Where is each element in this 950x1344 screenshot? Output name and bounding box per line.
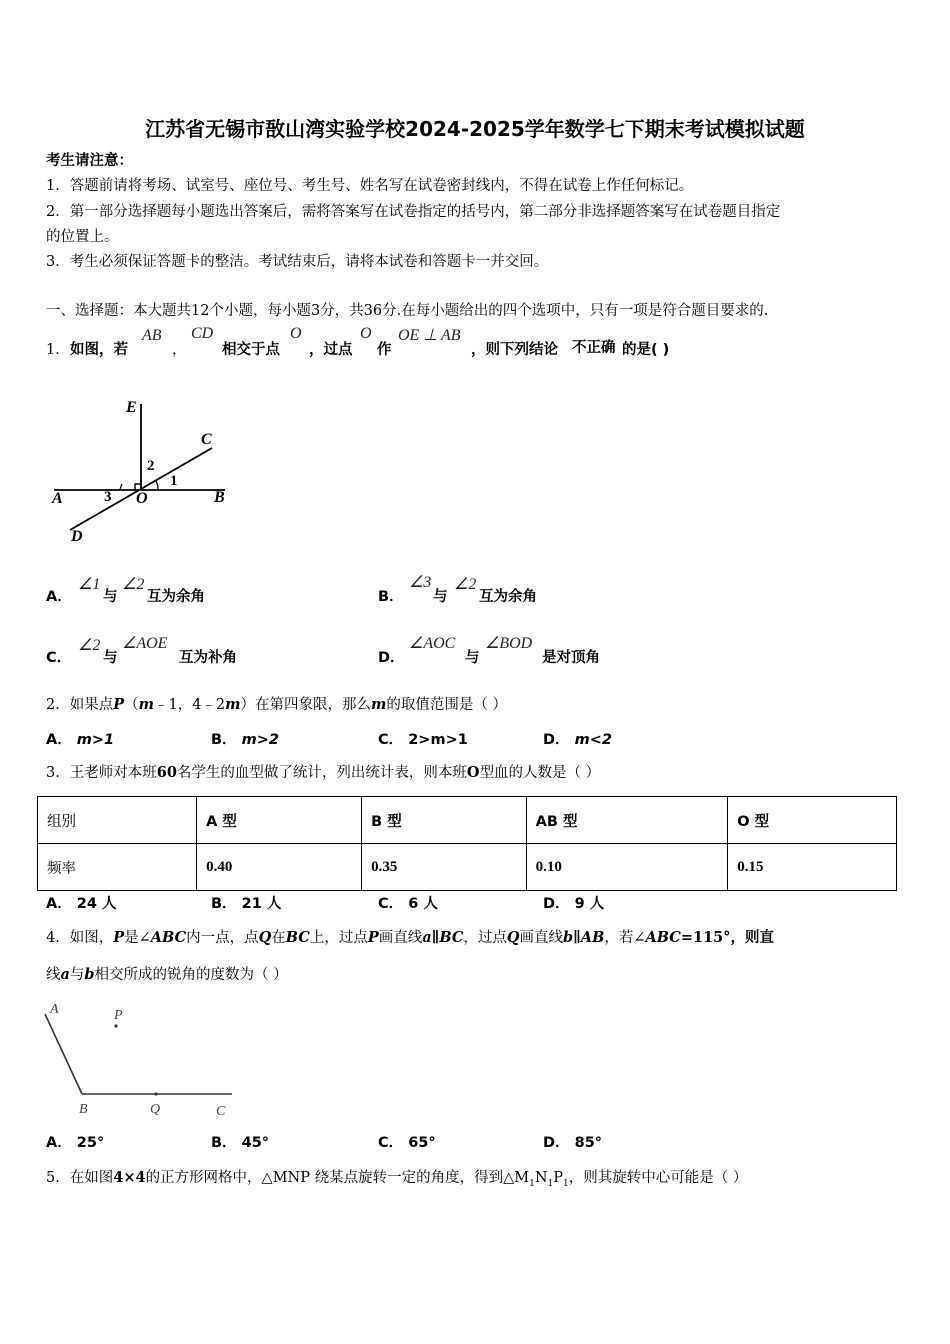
option-label: D． [543,896,570,912]
exam-title: 江苏省无锡市敔山湾实验学校2024-2025学年数学七下期末考试模拟试题 [145,117,805,141]
q4-text: 如图， [69,930,114,946]
q1-text-3: ，过点 [309,342,353,358]
option-label: D． [543,732,570,748]
option-text: 互为余角 [479,589,537,605]
option-value: 2>m>1 [408,732,468,748]
option-value: m>2 [241,732,279,748]
q1-text-6: 的是( ) [622,342,670,358]
q5-text: 在如图 [69,1170,114,1186]
q2-point: P [113,696,125,713]
angle-1-arc [156,481,158,490]
ray-ba [45,1014,82,1094]
table-row [38,844,897,891]
label-a: A [52,490,63,507]
option-label: D． [378,650,405,666]
q3-option-d[interactable] [543,894,604,914]
q4-var: Q [506,929,520,946]
option-math: ∠AOE [122,635,168,652]
option-math: ∠3 [409,574,432,591]
option-label: B． [211,732,237,748]
q1-emphasis: 不正确 [572,340,616,356]
option-value: 85° [574,1135,603,1151]
option-value: 45° [241,1135,270,1151]
label-c: C [201,431,212,448]
q1-text-2: 相交于点 [222,342,280,358]
table-cell: 0.35 [362,844,526,891]
q1-figure [40,390,260,550]
q4-var: BC [285,929,310,946]
q4-text: 画直线 [519,930,564,946]
q4-var: Q [258,929,272,946]
q4-option-d[interactable] [543,1133,602,1153]
table-cell: 0.40 [197,844,362,891]
table-cell: AB 型 [526,797,728,844]
table-cell: A 型 [197,797,362,844]
point-q [154,1092,157,1095]
option-value: 9 人 [574,896,605,912]
option-value: 21 人 [241,896,282,912]
label-a: A [50,1002,59,1017]
q4-figure [38,996,248,1126]
q4-var: ABC [645,929,681,946]
q4-option-c[interactable] [378,1133,436,1153]
table-cell: O 型 [728,797,897,844]
q5-grid: 4×4 [113,1169,146,1186]
q3-type: O [466,764,480,781]
q1-number: 1． [46,342,70,358]
label-p: P [114,1008,123,1023]
table-cell: B 型 [362,797,526,844]
q2-number: 2． [46,697,70,713]
option-value: m<2 [574,732,612,748]
option-text: 与 [433,589,448,605]
option-math: ∠2 [78,637,101,654]
q3-option-b[interactable] [211,894,281,914]
q2-option-c[interactable] [378,730,468,750]
q3-number: 3． [46,765,70,781]
option-label: B． [378,589,404,605]
q3-count: 60 [156,764,177,781]
q4-text: 上，过点 [309,930,368,946]
notice-item-3: 3．考生必须保证答题卡的整洁。考试结束后，请将本试卷和答题卡一并交回。 [46,254,549,270]
q1-sep: ， [172,342,187,358]
q2-option-b[interactable] [211,730,279,750]
label-angle-1: 1 [170,473,178,489]
q4-option-b[interactable] [211,1133,269,1153]
label-angle-3: 3 [104,489,112,505]
q4-number: 4． [46,930,70,946]
q4-var: a [60,966,70,983]
option-value: 65° [408,1135,436,1151]
option-text: 是对顶角 [542,650,600,666]
q1-math-ab: AB [142,327,162,344]
q2-var: m [371,696,387,713]
question-4-stem-line-1 [46,928,774,948]
q5-text: N [534,1170,548,1186]
label-o: O [136,490,148,507]
q5-text: 的正方形网格中，△MNP 绕某点旋转一定的角度，得到△M [145,1170,530,1186]
q4-var: ABC [150,929,187,946]
point-p [114,1024,117,1027]
option-text: 与 [103,589,118,605]
notice-item-2-cont: 的位置上。 [46,229,119,245]
q3-text: 型血的人数是（ ） [479,765,601,781]
table-cell: 0.15 [728,844,897,891]
q1-math-o: O [290,325,302,342]
option-label: B． [211,896,237,912]
q4-text: 线 [46,967,61,983]
q1-text: 如图，若 [70,342,128,358]
q5-sub: 1 [529,1178,535,1189]
label-e: E [126,399,137,416]
q4-text: 在 [271,930,286,946]
option-label: B． [211,1135,237,1151]
option-label: C． [378,896,404,912]
notice-item-1: 1．答题前请将考场、试室号、座位号、考生号、姓名写在试卷密封线内，不得在试卷上作任何标记。 [46,178,694,194]
table-cell: 频率 [38,844,197,891]
q2-text: ﹣1，4﹣2 [153,697,226,713]
option-text: 互为余角 [147,589,205,605]
notice-item-2: 2．第一部分选择题每小题选出答案后，需将答案写在试卷指定的括号内，第二部分非选择题答案写在试卷题目指定 [46,204,781,220]
q5-text: ，则其旋转中心可能是（ ） [568,1170,748,1186]
q4-var: b∥AB [563,929,605,946]
table-cell: 0.10 [526,844,728,891]
option-math: ∠2 [122,576,145,593]
q3-text: 名学生的血型做了统计，列出统计表，则本班 [176,765,467,781]
option-label: C． [46,650,72,666]
q4-var: b [84,966,95,983]
q2-option-d[interactable] [543,730,612,750]
option-math: ∠AOC [409,635,456,652]
label-b: B [79,1102,88,1117]
q4-var: P [367,929,379,946]
option-value: m>1 [76,732,115,748]
q4-var: P [113,929,125,946]
option-label: A． [46,732,72,748]
q3-text: 王老师对本班 [69,765,157,781]
option-text: 与 [103,650,118,666]
q1-math-cd: CD [191,325,214,342]
q1-text-5: ，则下列结论 [471,342,558,358]
table-header-row [38,797,897,844]
option-value: 24 人 [76,896,117,912]
section-heading: 一、选择题：本大题共12个小题，每小题3分，共36分.在每小题给出的四个选项中，只有一项是符合题目要求的. [46,303,769,319]
option-label: A． [46,1135,72,1151]
q4-text: 是∠ [124,930,151,946]
notice-heading: 考生请注意： [46,153,133,169]
q5-sub: 1 [563,1178,569,1189]
label-c: C [216,1104,226,1119]
q4-option-a[interactable] [46,1133,104,1153]
option-label: A． [46,589,72,605]
q5-number: 5． [46,1170,70,1186]
q1-math-o2: O [360,325,372,342]
q1-math-oe-perp-ab: OE ⊥ AB [398,327,461,344]
q4-text: ，过点 [463,930,507,946]
option-label: D． [543,1135,570,1151]
q4-text: 内一点，点 [186,930,259,946]
q5-sub: 1 [547,1178,554,1189]
q5-text: P [553,1170,564,1186]
label-d: D [71,528,83,545]
q4-text: =115°，则直 [680,929,775,946]
question-4-stem-line-2 [46,965,288,985]
q4-text: 与 [69,967,85,983]
option-math: ∠BOD [485,635,533,652]
q3-option-a[interactable] [46,894,117,914]
label-q: Q [150,1102,161,1117]
q4-text: 画直线 [378,930,423,946]
label-angle-2: 2 [147,458,155,474]
q3-option-c[interactable] [378,894,438,914]
option-text: 互为补角 [179,650,237,666]
option-text: 与 [465,650,480,666]
q1-text-4: 作 [377,342,392,358]
option-math: ∠1 [78,576,101,593]
question-2-stem [46,695,507,715]
option-label: C． [378,732,404,748]
q4-var: a∥BC [422,929,464,946]
q2-text: 的取值范围是（ ） [386,697,507,713]
question-5-stem [46,1168,747,1194]
option-label: C． [378,1135,404,1151]
question-3-stem [46,763,600,783]
label-b: B [214,489,225,506]
q2-text: 如果点 [69,697,114,713]
q2-option-a[interactable] [46,730,114,750]
q2-var: m [225,696,241,713]
q2-text: （ [124,697,139,713]
table-cell: 组别 [38,797,197,844]
q4-text: ，若∠ [604,930,646,946]
q2-text: ）在第四象限，那么 [240,697,372,713]
blood-type-table [37,796,897,891]
option-math: ∠2 [454,576,477,593]
option-value: 25° [76,1135,105,1151]
q2-var: m [138,696,154,713]
option-label: A． [46,896,72,912]
option-value: 6 人 [408,896,438,912]
q4-text: 相交所成的锐角的度数为（ ） [94,967,288,983]
